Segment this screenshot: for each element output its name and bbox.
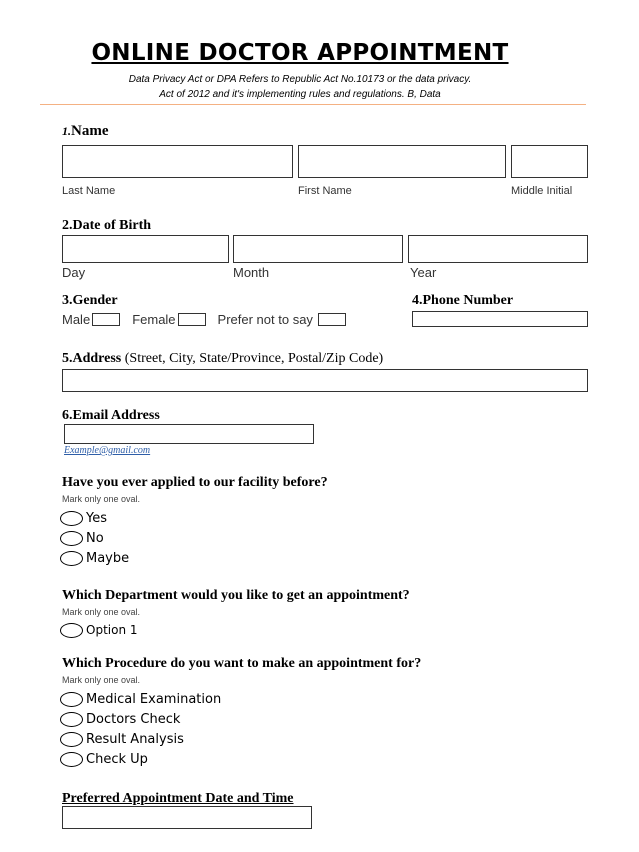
dob-year-label: Year [410,265,437,280]
address-hint: (Street, City, State/Province, Postal/Zip Code) [124,351,384,366]
dob-month-label: Month [233,265,270,280]
gender-option-prefer-not [218,312,346,327]
privacy-notice-line-1: Data Privacy Act or DPA Refers to Republic Act No.10173 or the data privacy. [128,74,472,85]
gender-female-checkbox[interactable] [178,313,206,326]
address-input[interactable] [62,369,588,392]
radio-option-yes[interactable] [60,508,129,528]
radio-option-medical-examination[interactable] [60,689,221,709]
department-options [60,620,138,640]
procedure-options [60,689,221,769]
header-divider [40,104,586,105]
gender-option-female [132,312,205,327]
gender-heading: 3.Gender [62,293,118,308]
radio-label: Doctors Check [86,711,181,727]
radio-option-check-up[interactable] [60,749,221,769]
first-name-input[interactable] [298,145,506,178]
email-input[interactable] [64,424,314,444]
radio-oval[interactable] [60,752,83,767]
radio-oval[interactable] [60,531,83,546]
radio-oval[interactable] [60,712,83,727]
privacy-notice-line-2: Act of 2012 and it's implementing rules and regulations. B, Data [159,89,441,100]
dob-day-label: Day [62,265,86,280]
radio-oval[interactable] [60,692,83,707]
gender-prefer-not-label: Prefer not to say [217,312,313,327]
radio-option-1[interactable] [60,620,138,640]
phone-number-input[interactable] [412,311,588,327]
department-hint: Mark only one oval. [62,607,141,617]
applied-before-question: Have you ever applied to our facility before? [62,475,328,490]
department-question: Which Department would you like to get an appointment? [62,588,410,603]
email-example-link[interactable]: Example@gmail.com [64,445,151,456]
applied-before-options [60,508,129,568]
middle-initial-input[interactable] [511,145,588,178]
radio-option-doctors-check[interactable] [60,709,221,729]
gender-prefer-not-checkbox[interactable] [318,313,346,326]
applied-before-hint: Mark only one oval. [62,494,141,504]
radio-label: Option 1 [86,623,138,637]
gender-option-male [62,312,120,327]
last-name-label: Last Name [62,185,116,197]
dob-year-input[interactable] [408,235,588,263]
radio-label: Maybe [86,550,130,566]
radio-label: Check Up [86,751,148,767]
last-name-input[interactable] [62,145,293,178]
radio-oval[interactable] [60,551,83,566]
radio-oval[interactable] [60,511,83,526]
radio-label: Yes [86,510,107,526]
radio-oval[interactable] [60,623,83,638]
radio-oval[interactable] [60,732,83,747]
gender-female-label: Female [132,312,176,327]
radio-label: No [86,530,104,546]
dob-month-input[interactable] [233,235,403,263]
name-heading: 1.Name [62,123,109,139]
procedure-hint: Mark only one oval. [62,675,141,685]
first-name-label: First Name [298,185,352,197]
phone-heading: 4.Phone Number [412,293,514,308]
gender-male-checkbox[interactable] [92,313,120,326]
gender-male-label: Male [62,312,91,327]
email-heading: 6.Email Address [62,408,160,423]
address-heading: 5.Address (Street, City, State/Province, Postal/Zip Code) [62,351,384,366]
gender-options [62,312,358,327]
dob-day-input[interactable] [62,235,229,263]
radio-option-result-analysis[interactable] [60,729,221,749]
radio-option-no[interactable] [60,528,129,548]
radio-option-maybe[interactable] [60,548,129,568]
preferred-date-input[interactable] [62,806,312,829]
radio-label: Result Analysis [86,731,184,747]
page-title: ONLINE DOCTOR APPOINTMENT [91,40,509,66]
middle-initial-label: Middle Initial [511,185,573,197]
radio-label: Medical Examination [86,691,222,707]
dob-heading: 2.Date of Birth [62,218,152,233]
procedure-question: Which Procedure do you want to make an appointment for? [62,656,422,671]
preferred-date-heading: Preferred Appointment Date and Time [62,791,294,806]
